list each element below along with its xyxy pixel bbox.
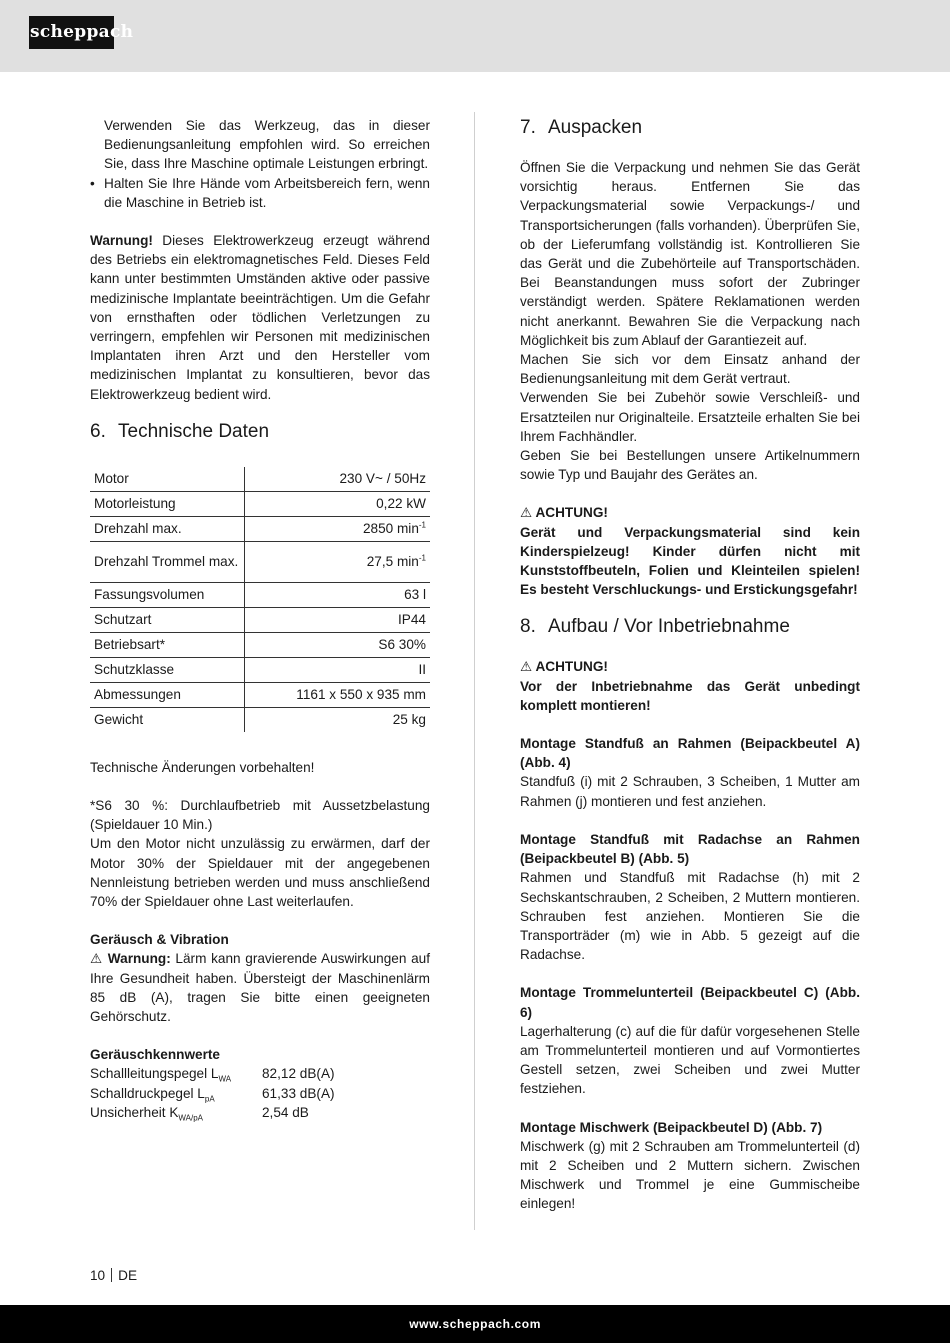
- section-6-number: 6.: [90, 420, 106, 442]
- section-7-title: Auspacken: [548, 117, 643, 138]
- intro-continuation: Verwenden Sie das Werkzeug, das in dieser Bedienungsanleitung empfohlen wird. So erreichen Sie, dass Ihre Maschine optimale Leistungen erbringt.: [104, 118, 430, 172]
- noise-label-text: Schalldruckpegel L: [90, 1085, 205, 1101]
- spec-value: [245, 632, 431, 657]
- assembly-step-heading: Montage Standfuß an Rahmen (Beipackbeutel A) (Abb. 4): [520, 736, 860, 771]
- noise-heading: Geräusch & Vibration: [90, 932, 229, 948]
- spec-value-text: 27,5 min: [366, 554, 419, 570]
- spec-value-text: II: [418, 662, 426, 678]
- noise-value: 2,54 dB: [262, 1104, 309, 1120]
- noise-label-text: Unsicherheit K: [90, 1104, 179, 1120]
- assembly-steps: [520, 715, 860, 1213]
- s6-explanation: Um den Motor nicht unzulässig zu erwärmen, darf der Motor 30% der Spieldauer mit der angegebenen Nennleistung betrieben werden und muss anschließend 70% der Spieldauer ohne Last weiterlaufen.: [90, 836, 430, 910]
- column-divider: [474, 112, 475, 1230]
- spec-row: [90, 632, 430, 657]
- noise-value-label: [90, 1084, 215, 1103]
- spec-value: [245, 516, 431, 541]
- section-7-heading: [520, 116, 860, 140]
- spec-row: [90, 657, 430, 682]
- attention-1-label: ⚠ ACHTUNG!: [520, 505, 608, 521]
- spec-value-exponent: -1: [418, 520, 426, 530]
- spec-label: Betriebsart*: [90, 632, 245, 657]
- spec-label: Schutzklasse: [90, 657, 245, 682]
- assembly-step-text: Standfuß (i) mit 2 Schrauben, 3 Scheiben, 1 Mutter am Rahmen (j) montieren und fest anziehen.: [520, 774, 860, 809]
- footer-bar: [0, 1305, 950, 1343]
- noise-values-list: [90, 1064, 430, 1122]
- noise-value-label: [90, 1064, 231, 1083]
- spec-value-text: 2850 min: [362, 521, 419, 537]
- spec-label: Drehzahl Trommel max.: [90, 541, 245, 582]
- spec-row: [90, 582, 430, 607]
- section-8-heading: [520, 615, 860, 639]
- spec-value: [245, 467, 431, 492]
- noise-value-row: [90, 1064, 430, 1083]
- emf-warning-label: Warnung!: [90, 233, 153, 249]
- noise-value: 82,12 dB(A): [262, 1066, 335, 1082]
- bullet-text: Halten Sie Ihre Hände vom Arbeitsbereich fern, wenn die Maschine in Betrieb ist.: [104, 175, 430, 210]
- scheppach-logo: scheppach: [29, 16, 114, 49]
- assembly-step-text: Mischwerk (g) mit 2 Schrauben am Trommelunterteil (d) mit 2 Scheiben und 2 Muttern sichern. Zwischen Mischwerk und Trommel je eine Gummischeibe einlegen!: [520, 1138, 860, 1212]
- noise-label-text: Schallleitungspegel L: [90, 1066, 219, 1082]
- emf-warning-text: Dieses Elektrowerkzeug erzeugt während des Betriebs ein elektromagnetisches Feld. Dieses Feld kann unter bestimmten Umständen aktive oder passive medizinische Implantate beeinträchtigen. Um die Gefahr von ernsthaften oder tödlichen Verletzungen zu verringern, empfehlen wir Personen mit medizinischen Implantaten ihren Arzt und den Hersteller vom medizinischen Implantat zu konsultieren, bevor das Elektrowerkzeug bedient wird.: [90, 233, 430, 402]
- assembly-step-heading: Montage Trommelunterteil (Beipackbeutel C) (Abb. 6): [520, 985, 860, 1020]
- spec-label: Schutzart: [90, 607, 245, 632]
- website-link[interactable]: www.scheppach.com: [409, 1317, 541, 1331]
- spec-value: [245, 491, 431, 516]
- spec-row: [90, 541, 430, 582]
- s6-note: *S6 30 %: Durchlaufbetrieb mit Aussetzbelastung (Spieldauer 10 Min.): [90, 798, 430, 833]
- spec-value-text: 230 V~ / 50Hz: [339, 471, 426, 487]
- spec-label: Motor: [90, 467, 245, 492]
- spec-value-text: 1161 x 550 x 935 mm: [296, 687, 426, 703]
- noise-value-label: [90, 1103, 203, 1122]
- spec-value: [245, 607, 431, 632]
- spec-label: Abmessungen: [90, 682, 245, 707]
- footer-separator: [111, 1268, 112, 1282]
- noise-warning-text: Lärm kann gravierende Auswirkungen auf Ihre Gesundheit haben. Übersteigt der Maschinenlärm 85 dB (A), tragen Sie bitte einen geeigneten Gehörschutz.: [90, 951, 430, 1025]
- noise-label-subscript: WA: [218, 1075, 232, 1085]
- spec-label: Fassungsvolumen: [90, 582, 245, 607]
- section-6-heading: [90, 420, 430, 444]
- spec-value-exponent: -1: [418, 553, 426, 563]
- section-7-number: 7.: [520, 117, 536, 138]
- page-footer: [90, 1266, 137, 1285]
- assembly-step-heading: Montage Mischwerk (Beipackbeutel D) (Abb. 7): [520, 1119, 823, 1135]
- assembly-step-text: Rahmen und Standfuß mit Radachse (h) mit 2 Sechskantschrauben, 2 Scheiben, 2 Muttern montieren. Schrauben fest anziehen. Montieren Sie die Transporträder (m) wie in Abb. 5 gezeigt auf die Radachse.: [520, 870, 860, 963]
- noise-label-subscript: WA/pA: [178, 1113, 204, 1123]
- spec-row: [90, 707, 430, 732]
- header-bar: [0, 0, 950, 72]
- page-number: 10: [90, 1268, 106, 1283]
- spec-row: [90, 467, 430, 492]
- section-8-title: Aufbau / Vor Inbetriebnahme: [548, 616, 790, 638]
- spec-value: [245, 657, 431, 682]
- spec-value: [245, 582, 431, 607]
- spec-row: [90, 491, 430, 516]
- spec-value: [245, 707, 431, 732]
- spec-value-text: S6 30%: [378, 637, 426, 653]
- emf-warning: [90, 231, 430, 404]
- manual-text: Machen Sie sich vor dem Einsatz anhand der Bedienungsanleitung mit dem Gerät vertraut.: [520, 352, 860, 387]
- order-text: Geben Sie bei Bestellungen unsere Artikelnummern sowie Typ und Baujahr des Gerätes an.: [520, 448, 860, 483]
- spec-value-text: 63 l: [404, 587, 426, 603]
- section-6-title: Technische Daten: [118, 420, 270, 442]
- right-column: [520, 116, 860, 1214]
- spec-value-text: 0,22 kW: [376, 496, 426, 512]
- spec-row: [90, 607, 430, 632]
- spec-label: Motorleistung: [90, 491, 245, 516]
- assembly-step-heading: Montage Standfuß mit Radachse an Rahmen (Beipackbeutel B) (Abb. 5): [520, 831, 860, 867]
- spec-table: [90, 467, 430, 732]
- attention-1-text: Gerät und Verpackungsmaterial sind kein Kinderspielzeug! Kinder dürfen nicht mit Kunststoffbeuteln, Folien und Kleinteilen spielen! Es besteht Verschluckungs- und Erstickungsgefahr!: [520, 524, 860, 598]
- left-column: [90, 116, 430, 1122]
- attention-2-text: Vor der Inbetriebnahme das Gerät unbedingt komplett montieren!: [520, 678, 860, 713]
- warning-triangle-icon: ⚠: [90, 951, 104, 967]
- parts-text: Verwenden Sie bei Zubehör sowie Verschleiß- und Ersatzteilen nur Originalteile. Ersatzteile erhalten Sie bei Ihrem Fachhändler.: [520, 390, 860, 444]
- noise-values-heading: Geräuschkennwerte: [90, 1047, 220, 1063]
- spec-row: [90, 682, 430, 707]
- noise-value-row: [90, 1103, 430, 1122]
- spec-label: Gewicht: [90, 707, 245, 732]
- assembly-step-text: Lagerhalterung (c) auf die für dafür vorgesehenen Stelle am Trommelunterteil montieren und auf Vormontiertes Gestell setzen, zwei Scheiben und zwei Mutter festziehen.: [520, 1023, 860, 1097]
- page-language: DE: [118, 1268, 138, 1283]
- spec-value-text: 25 kg: [392, 712, 426, 728]
- spec-value: [245, 682, 431, 707]
- noise-value: 61,33 dB(A): [262, 1085, 335, 1101]
- spec-row: [90, 516, 430, 541]
- attention-2-label: ⚠ ACHTUNG!: [520, 659, 608, 675]
- noise-warning: [90, 949, 430, 1026]
- noise-warning-label: Warnung:: [103, 951, 171, 967]
- bullet-item: [90, 174, 430, 212]
- noise-value-row: [90, 1084, 430, 1103]
- bullet-dot: •: [90, 175, 95, 191]
- technical-changes-note: Technische Änderungen vorbehalten!: [90, 759, 315, 775]
- spec-value-text: IP44: [398, 612, 426, 628]
- noise-label-subscript: pA: [204, 1094, 215, 1104]
- section-8-number: 8.: [520, 616, 536, 638]
- spec-label: Drehzahl max.: [90, 516, 245, 541]
- spec-value: [245, 541, 431, 582]
- unpack-text: Öffnen Sie die Verpackung und nehmen Sie das Gerät vorsichtig heraus. Entfernen Sie das Verpackungsmaterial sowie Verpackungs-/ und Transportsicherungen (falls vorhanden). Überprüfen Sie, ob der Lieferumfang vollständig ist. Kontrollieren Sie das Gerät und die Zubehörteile auf Transportschäden. Bei Beanstandungen muss sofort der Zubringer verständigt werden. Spätere Reklamationen werden nicht anerkannt. Bewahren Sie die Verpackung nach Möglichkeit bis zum Ablauf der Garantiezeit auf.: [520, 160, 860, 348]
